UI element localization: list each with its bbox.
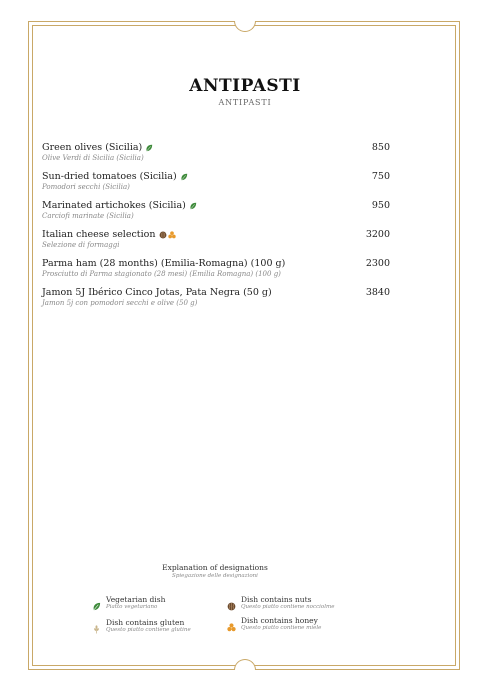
page-title: ANTIPASTI	[189, 76, 301, 96]
honey-icon	[168, 231, 176, 239]
menu-item	[42, 171, 390, 200]
item-name: Italian cheese selection	[42, 229, 156, 240]
item-price: 750	[371, 171, 390, 182]
menu-item	[42, 229, 390, 258]
nut-icon	[227, 596, 236, 615]
leaf-icon	[145, 144, 153, 152]
item-name: Jamon 5J Ibérico Cinco Jotas, Pata Negra (50 g)	[42, 287, 272, 298]
menu-item	[42, 258, 390, 287]
item-subtitle: Pomodori secchi (Sicilia)	[42, 183, 130, 191]
legend-label: Dish contains gluten	[106, 618, 185, 627]
legend-title: Explanation of designations	[162, 563, 268, 572]
item-price: 2300	[365, 258, 390, 269]
legend-label: Vegetarian dish	[106, 595, 166, 604]
item-price: 3200	[365, 229, 390, 240]
item-price: 3840	[365, 287, 390, 298]
legend-sublabel: Piatto vegetariano	[106, 604, 158, 610]
item-price: 950	[371, 200, 390, 211]
legend-subtitle: Spiegazione delle designazioni	[172, 573, 258, 579]
gluten-icon	[92, 619, 101, 638]
item-subtitle: Jamon 5j con pomodori secchi e olive (50 g)	[42, 299, 198, 307]
legend-label: Dish contains nuts	[241, 595, 312, 604]
page-subtitle: ANTIPASTI	[218, 98, 272, 107]
menu-item	[42, 287, 390, 316]
menu-item	[42, 200, 390, 229]
honey-icon	[227, 617, 236, 636]
legend-sublabel: Questo piatto contiene miele	[241, 625, 322, 631]
leaf-icon	[189, 202, 197, 210]
item-name: Marinated artichokes (Sicilia)	[42, 200, 186, 211]
item-price: 850	[371, 142, 390, 153]
item-name: Green olives (Sicilia)	[42, 142, 143, 153]
legend-label: Dish contains honey	[241, 616, 318, 625]
item-subtitle: Selezione di formaggi	[42, 241, 120, 249]
item-name: Parma ham (28 months) (Emilia-Romagna) (100 g)	[42, 258, 286, 269]
nut-icon	[159, 231, 167, 239]
leaf-icon	[92, 596, 101, 615]
leaf-icon	[180, 173, 188, 181]
menu-item	[42, 142, 390, 171]
item-subtitle: Carciofi marinate (Sicilia)	[42, 212, 134, 220]
item-subtitle: Olive Verdi di Sicilia (Sicilia)	[42, 154, 144, 162]
legend-sublabel: Questo piatto contiene glutine	[106, 627, 191, 633]
item-subtitle: Prosciutto di Parma stagionato (28 mesi) (Emilia Romagna) (100 g)	[42, 270, 281, 278]
legend-sublabel: Questo piatto contiene nocciolme	[241, 604, 335, 610]
item-name: Sun-dried tomatoes (Sicilia)	[42, 171, 177, 182]
menu-list	[42, 142, 390, 316]
